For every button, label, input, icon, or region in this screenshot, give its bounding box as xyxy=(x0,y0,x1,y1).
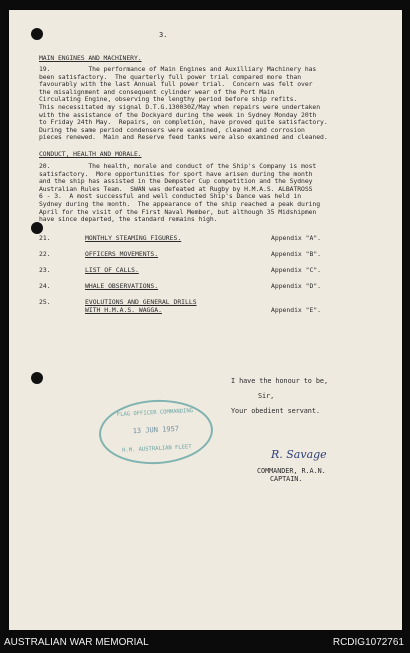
item-title: EVOLUTIONS AND GENERAL DRILLS xyxy=(85,298,197,306)
item-title-cont: WITH H.M.A.S. WAGGA. xyxy=(85,306,162,314)
punch-hole xyxy=(31,372,43,384)
punch-hole xyxy=(31,28,43,40)
rank-commander: COMMANDER, R.A.N. xyxy=(257,467,326,475)
stamp-date: 13 JUN 1957 xyxy=(132,424,180,436)
para-line: satisfactory. More opportunities for sport have arisen during the month xyxy=(39,169,313,178)
item-title: MONTHLY STEAMING FIGURES. xyxy=(85,234,182,242)
para-line: 20. The health, morale and conduct of the Ship's Company is most xyxy=(39,162,317,170)
document-page xyxy=(9,10,402,630)
stamp-top-text: FLAG OFFICER COMMANDING xyxy=(116,408,194,419)
item-title: LIST OF CALLS. xyxy=(85,266,139,274)
punch-hole xyxy=(31,222,43,234)
para-line: 19. The performance of Main Engines and Auxilliary Machinery has xyxy=(39,65,317,73)
item-appendix: Appendix "C". xyxy=(271,266,322,274)
section-heading-main-engines: MAIN ENGINES AND MACHINERY. xyxy=(39,54,142,62)
para-line: favourably with the last Annual full power trial. Concern was felt over xyxy=(39,80,313,89)
rank-captain: CAPTAIN. xyxy=(270,475,303,483)
para-line: the misalignment and consequent cylinder wear of the Port Main xyxy=(39,87,275,96)
page-number: 3. xyxy=(159,31,168,39)
para-line: with the assistance of the Dockyard during the week in Sydney Monday 20th xyxy=(39,110,317,119)
footer-institution: AUSTRALIAN WAR MEMORIAL xyxy=(4,637,149,648)
para-line: Sydney during the month. The appearance of the ship reached a peak during xyxy=(39,200,321,208)
para-line: to Friday 24th May. Repairs, on completion, have proved quite satisfactory. xyxy=(39,118,328,127)
item-appendix: Appendix "D". xyxy=(271,282,322,290)
para-line: been satisfactory. The quarterly full power trial compared more than xyxy=(39,72,302,81)
signature: R. Savage xyxy=(271,448,327,461)
archive-footer xyxy=(0,633,410,653)
item-number: 24. xyxy=(39,282,51,290)
item-appendix: Appendix "A". xyxy=(271,234,322,242)
footer-record-id: RCDIG1072761 xyxy=(332,637,404,648)
closing-line: Sir, xyxy=(258,392,275,400)
item-appendix: Appendix "B". xyxy=(271,250,322,258)
item-title: OFFICERS MOVEMENTS. xyxy=(85,250,159,258)
closing-line: Your obedient servant. xyxy=(231,407,320,415)
para-line: This necessitated my signal D.T.G.130030Z/May when repairs were undertaken xyxy=(39,103,321,111)
item-number: 25. xyxy=(39,298,51,306)
para-line: 6 - 3. A most successful and well conducted Ship's Dance was held in xyxy=(39,192,302,201)
section-heading-conduct: CONDUCT, HEALTH AND MORALE. xyxy=(39,150,142,158)
para-line: Australian Rules Team. SWAN was defeated at Rugby by H.M.A.S. ALBATROSS xyxy=(39,184,313,193)
para-line: During the same period condensers were examined, cleaned and corrosion xyxy=(39,125,305,134)
closing-line: I have the honour to be, xyxy=(231,377,329,385)
para-line: pieces renewed. Main and Reserve feed tanks were also examined and cleaned. xyxy=(39,133,328,142)
para-line: Circulating Engine, observing the lengthy period before ship refits. xyxy=(39,95,298,104)
item-appendix: Appendix "E". xyxy=(271,306,322,314)
item-number: 23. xyxy=(39,266,51,274)
stamp-bottom-text: H.M. AUSTRALIAN FLEET xyxy=(121,444,192,454)
item-number: 22. xyxy=(39,250,51,258)
received-stamp xyxy=(97,397,214,467)
para-line: April for the visit of the First Naval Member, but although 35 Midshipmen xyxy=(39,207,317,216)
item-title: WHALE OBSERVATIONS. xyxy=(85,282,159,290)
para-line: and the ship has assisted in the Dempster Cup competition and the Sydney xyxy=(39,177,313,186)
para-line: have since departed, the standard remains high. xyxy=(39,215,218,224)
item-number: 21. xyxy=(39,234,51,242)
